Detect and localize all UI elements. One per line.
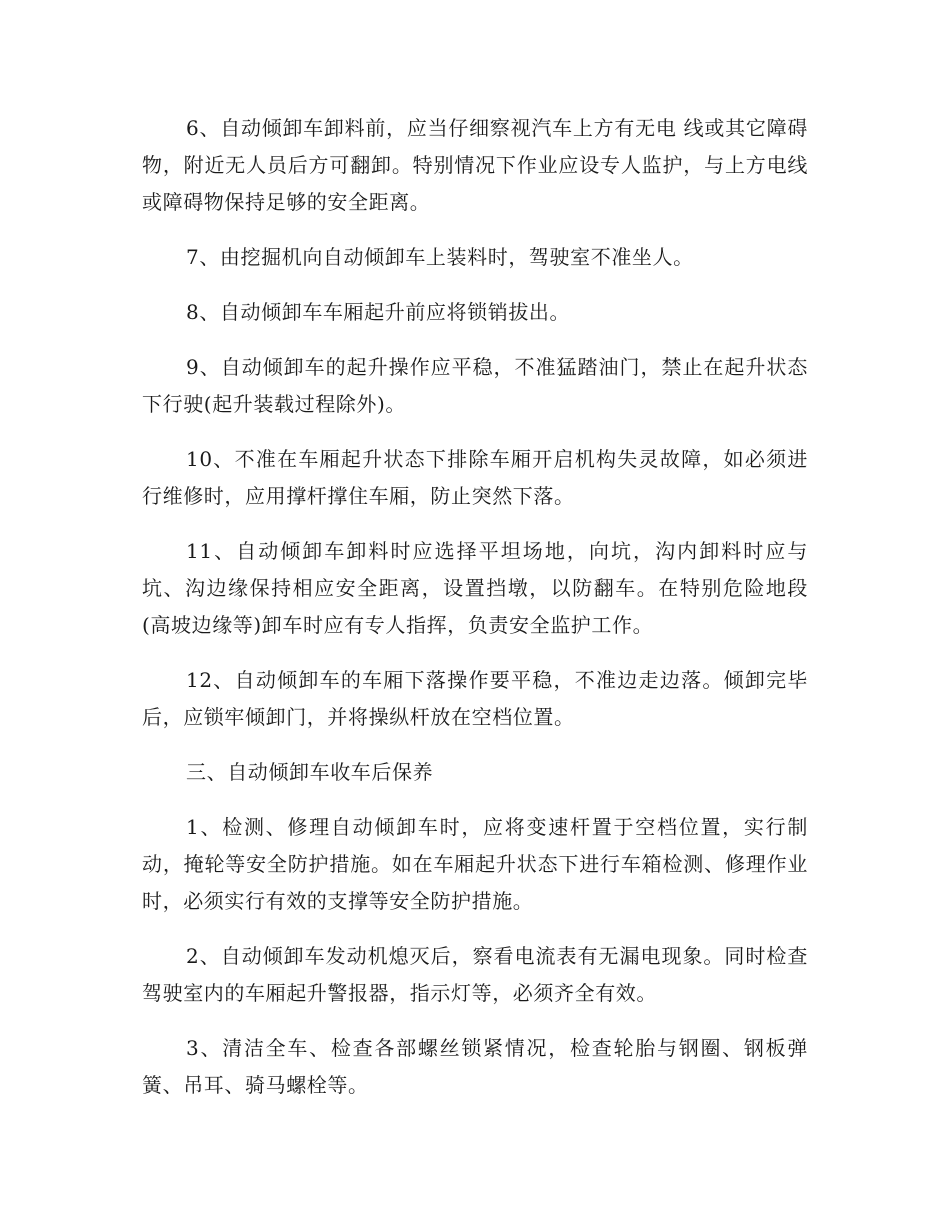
paragraph-item-7: 7、由挖掘机向自动倾卸车上装料时，驾驶室不准坐人。 [186, 245, 694, 269]
section-heading-maintenance: 三、自动倾卸车收车后保养 [186, 760, 434, 784]
paragraph-item-6: 6、自动倾卸车卸料前，应当仔细察视汽车上方有无电 线或其它障碍物，附近无人员后方可翻卸。特别情况下作业应设专人监护，与上方电线或障碍物保持足够的安全距离。 [142, 116, 808, 214]
paragraph-item-m1: 1、检测、修理自动倾卸车时，应将变速杆置于空档位置，实行制动，掩轮等安全防护措施。如在车厢起升状态下进行车箱检测、修理作业时，必须实行有效的支撑等安全防护措施。 [142, 815, 808, 913]
paragraph-item-8: 8、自动倾卸车车厢起升前应将锁销拔出。 [186, 300, 571, 324]
paragraph-item-10: 10、不准在车厢起升状态下排除车厢开启机构失灵故障，如必须进行维修时，应用撑杆撑住车厢，防止突然下落。 [142, 447, 808, 508]
document-page [142, 110, 808, 1122]
paragraph-item-9: 9、自动倾卸车的起升操作应平稳，不准猛踏油门，禁止在起升状态下行驶(起升装载过程除外)。 [142, 355, 808, 416]
paragraph-item-m3: 3、清洁全车、检查各部螺丝锁紧情况，检查轮胎与钢圈、钢板弹簧、吊耳、骑马螺栓等。 [142, 1036, 808, 1097]
paragraph-item-12: 12、自动倾卸车的车厢下落操作要平稳，不准边走边落。倾卸完毕后，应锁牢倾卸门，并将操纵杆放在空档位置。 [142, 668, 808, 729]
paragraph-item-11: 11、自动倾卸车卸料时应选择平坦场地，向坑，沟内卸料时应与坑、沟边缘保持相应安全距离，设置挡墩，以防翻车。在特别危险地段(高坡边缘等)卸车时应有专人指挥，负责安全监护工作。 [142, 539, 808, 637]
paragraph-item-m2: 2、自动倾卸车发动机熄灭后，察看电流表有无漏电现象。同时检查驾驶室内的车厢起升警报器，指示灯等，必须齐全有效。 [142, 944, 808, 1005]
